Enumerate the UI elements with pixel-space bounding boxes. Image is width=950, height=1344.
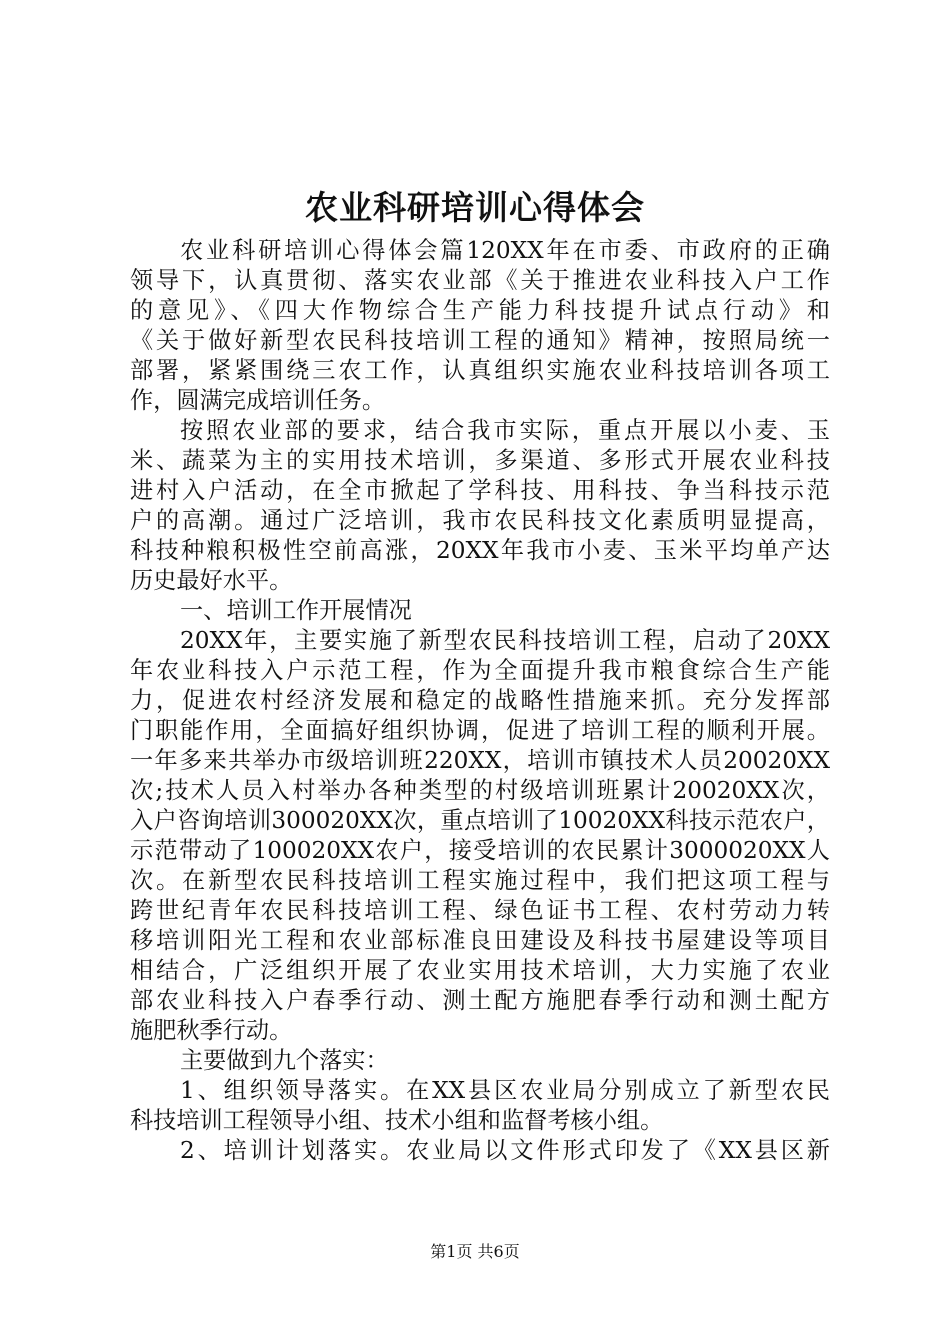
text-line: 农业科研培训心得体会篇120XX年在市委、市政府的正确 — [180, 237, 830, 264]
text-line: 科技种粮积极性空前高涨，20XX年我市小麦、玉米平均单产达 — [130, 537, 830, 564]
text-line: 部署，紧紧围绕三农工作，认真组织实施农业科技培训各项工 — [130, 357, 830, 384]
text-line: 年农业科技入户示范工程，作为全面提升我市粮食综合生产能 — [130, 657, 830, 684]
text-line: 一年多来共举办市级培训班220XX，培训市镇技术人员20020XX — [130, 747, 830, 774]
text-line: 门职能作用，全面搞好组织协调，促进了培训工程的顺利开展。 — [130, 717, 830, 744]
text-line: 施肥秋季行动。 — [130, 1017, 293, 1044]
text-line: 移培训阳光工程和农业部标准良田建设及科技书屋建设等项目 — [130, 927, 830, 954]
text-line: 1、组织领导落实。在XX县区农业局分别成立了新型农民 — [180, 1077, 830, 1104]
text-line: 户的高潮。通过广泛培训，我市农民科技文化素质明显提高， — [130, 507, 830, 534]
text-line: 科技培训工程领导小组、技术小组和监督考核小组。 — [130, 1107, 664, 1134]
text-line: 历史最好水平。 — [130, 567, 293, 594]
text-line: 力，促进农村经济发展和稳定的战略性措施来抓。充分发挥部 — [130, 687, 830, 714]
text-line: 跨世纪青年农民科技培训工程、绿色证书工程、农村劳动力转 — [130, 897, 830, 924]
text-line: 领导下，认真贯彻、落实农业部《关于推进农业科技入户工作 — [130, 267, 830, 294]
text-line: 入户咨询培训300020XX次，重点培训了10020XX科技示范农户， — [130, 807, 830, 834]
text-line: 次。在新型农民科技培训工程实施过程中，我们把这项工程与 — [130, 867, 830, 894]
text-line: 相结合，广泛组织开展了农业实用技术培训，大力实施了农业 — [130, 957, 830, 984]
text-line: 部农业科技入户春季行动、测土配方施肥春季行动和测土配方 — [130, 987, 830, 1014]
text-line: 一、培训工作开展情况 — [180, 597, 412, 624]
text-line: 进村入户活动，在全市掀起了学科技、用科技、争当科技示范 — [130, 477, 830, 504]
text-line: 作，圆满完成培训任务。 — [130, 387, 386, 414]
text-line: 按照农业部的要求，结合我市实际，重点开展以小麦、玉 — [180, 417, 830, 444]
page-footer: 第1页 共6页 — [430, 1242, 520, 1261]
text-line: 米、蔬菜为主的实用技术培训，多渠道、多形式开展农业科技 — [130, 447, 830, 474]
text-line: 示范带动了100020XX农户，接受培训的农民累计3000020XX人 — [130, 837, 830, 864]
text-line: 20XX年，主要实施了新型农民科技培训工程，启动了20XX — [180, 627, 830, 654]
text-line: 《关于做好新型农民科技培训工程的通知》精神，按照局统一 — [130, 327, 830, 354]
text-line: 次;技术人员入村举办各种类型的村级培训班累计20020XX次， — [130, 777, 830, 804]
text-line: 的意见》、《四大作物综合生产能力科技提升试点行动》和 — [130, 297, 830, 324]
document-body — [130, 236, 830, 1166]
text-line: 主要做到九个落实： — [180, 1047, 389, 1074]
document-title: 农业科研培训心得体会 — [305, 188, 645, 227]
text-line: 2、培训计划落实。农业局以文件形式印发了《XX县区新 — [180, 1137, 830, 1164]
